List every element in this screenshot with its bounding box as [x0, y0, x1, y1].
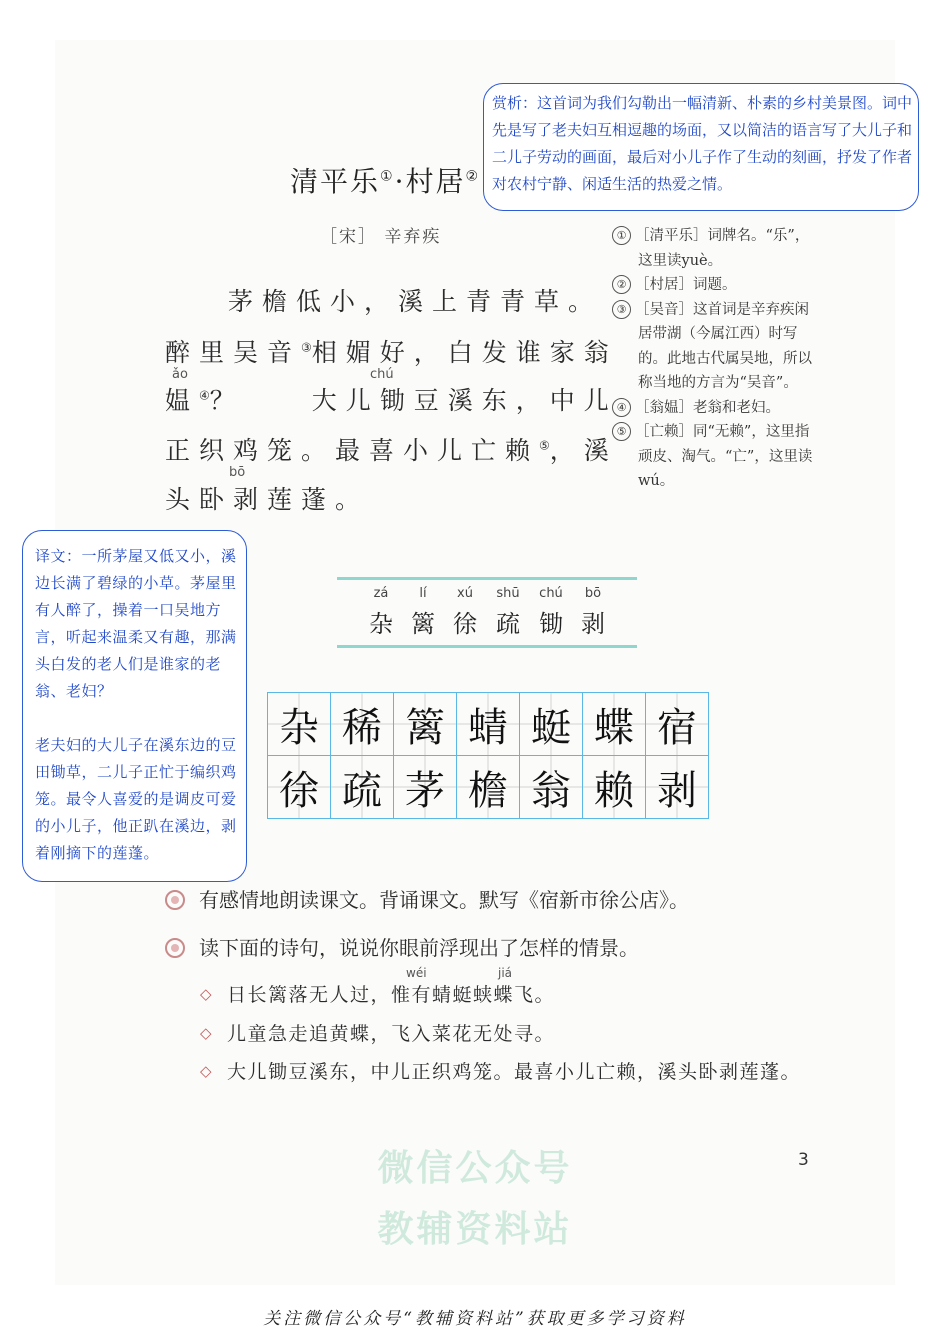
footnote-number: ④: [612, 398, 631, 417]
poem-line-2-a: 醉里吴音: [165, 338, 302, 367]
vocab-word: [488, 586, 528, 639]
exercise-text: 读下面的诗句，说说你眼前浮现出了怎样的情景。: [199, 936, 639, 960]
vocab-pinyin: chú: [539, 586, 563, 601]
vocab-word: [361, 586, 401, 639]
footnote-text: ［清平乐］词牌名。“乐”，这里读yuè。: [635, 228, 810, 269]
vocab-char: 篱: [411, 610, 435, 638]
footnote-item: [612, 224, 822, 273]
exercise-1: [165, 884, 689, 913]
vocab-char: 徐: [453, 610, 477, 638]
grid-cell: 檐: [457, 756, 520, 819]
translation-paragraph-2: 老夫妇的大儿子在溪东边的豆田锄草，二儿子正忙于编织鸡笼。最令人喜爱的是调皮可爱的小儿子，他正趴在溪边，剥着刚摘下的莲蓬。: [35, 736, 237, 862]
footnote-number: ③: [612, 300, 631, 319]
footnotes: [612, 224, 822, 494]
poem-line-2-b: 相媚好，白发谁家翁: [311, 338, 618, 367]
vocab-pinyin: zá: [373, 586, 389, 601]
verse-text: 大儿锄豆溪东，中儿正织鸡笼。最喜小儿亡赖，溪头卧剥莲蓬。: [227, 1061, 802, 1083]
pinyin-ao: ǎo: [172, 367, 188, 382]
poem-line-4-a: 正织鸡笼。最喜小儿亡赖: [165, 436, 540, 465]
exercise-icon: [165, 890, 185, 910]
pinyin-chu: chú: [370, 367, 394, 382]
exercise-icon: [165, 938, 185, 958]
grid-cell: 杂: [268, 693, 331, 756]
poem-line-2: [165, 333, 618, 369]
poem-footnote-3: ③: [301, 340, 312, 355]
verse-bullet-3: [200, 1057, 801, 1084]
verse-text: 儿童急走追黄蝶，飞入菜花无处寻。: [227, 1023, 556, 1045]
vocab-pinyin: bō: [584, 586, 602, 601]
grid-cell: 蝶: [583, 693, 646, 756]
vocab-char: 杂: [369, 610, 393, 638]
vocab-char: 疏: [496, 610, 520, 638]
footnote-text: ［亡赖］同“无赖”，这里指顽皮、淘气。“亡”，这里读wú。: [635, 424, 813, 489]
poem-title: [290, 160, 480, 200]
vocab-pinyin: xú: [457, 586, 473, 601]
pinyin-bo: bō: [229, 465, 246, 480]
title-dot: ·: [394, 165, 406, 198]
poem-footnote-5: ⑤: [539, 438, 550, 453]
verse-bullet-2: [200, 1019, 555, 1046]
grid-cell: 稀: [331, 693, 394, 756]
title-footnote-1: ①: [380, 168, 395, 185]
footnote-text: ［村居］词题。: [635, 277, 737, 293]
translation-paragraph-1: 译文：一所茅屋又低又小，溪边长满了碧绿的小草。茅屋里有人醉了，操着一口吴地方言，听起来温柔又有趣，那满头白发的老人们是谁家的老翁、老妇？: [35, 547, 237, 700]
grid-row: [268, 693, 709, 756]
vocab-word: [531, 586, 571, 639]
vocab-word: [573, 586, 613, 639]
pinyin-jia: jiá: [498, 966, 513, 980]
footnote-text: ［翁媪］老翁和老妇。: [635, 399, 780, 416]
exercise-2: [165, 932, 639, 961]
vocab-top-rule: [337, 577, 637, 580]
watermark-line-1: 微信公众号: [377, 1148, 573, 1189]
watermark: [340, 1140, 610, 1252]
verse-bullet-1: [200, 980, 555, 1007]
grid-cell: 翁: [520, 756, 583, 819]
character-grid: [267, 692, 709, 819]
vocab-word: [445, 586, 485, 639]
poem-line-1: 茅檐低小，溪上青青草。: [228, 287, 603, 316]
diamond-bullet-icon: ◇: [200, 1024, 214, 1042]
poem-line-5: 头卧剥莲蓬。: [165, 485, 370, 514]
page-number: 3: [798, 1150, 809, 1170]
grid-cell: 剥: [646, 756, 709, 819]
poem-line-3: [165, 381, 618, 417]
grid-cell: 赖: [583, 756, 646, 819]
title-footnote-2: ②: [465, 168, 481, 185]
vocab-pinyin: lí: [419, 586, 427, 601]
footnote-item: [612, 298, 822, 396]
poem-author: ［宋］ 辛弃疾: [320, 227, 442, 247]
grid-cell: 茅: [394, 756, 457, 819]
verse-text: 日长篱落无人过，惟有蜻蜓蛱蝶飞。: [227, 984, 556, 1006]
grid-row: [268, 756, 709, 819]
grid-cell: 徐: [268, 756, 331, 819]
vocab-word: [403, 586, 443, 639]
footnote-number: ②: [612, 275, 631, 294]
footnote-number: ①: [612, 226, 631, 245]
translation-note: [22, 530, 247, 882]
diamond-bullet-icon: ◇: [200, 985, 214, 1003]
appreciation-note: 赏析：这首词为我们勾勒出一幅清新、朴素的乡村美景图。词中先是写了老夫妇互相逗趣的场面，又以简洁的语言写了大儿子和二儿子劳动的画面，最后对小儿子作了生动的刻画，抒发了作者对农村宁静、闲适生活的热爱之情。: [483, 83, 919, 211]
poem-line-4-b: ，溪: [549, 436, 618, 465]
footnote-number: ⑤: [612, 422, 631, 441]
exercise-text: 有感情地朗读课文。背诵课文。默写《宿新市徐公店》。: [199, 888, 689, 912]
grid-cell: 蜻: [457, 693, 520, 756]
footnote-item: [612, 396, 822, 421]
footnote-item: [612, 273, 822, 298]
title-main: 清平乐: [290, 165, 381, 198]
footnote-item: [612, 420, 822, 494]
grid-cell: 蜓: [520, 693, 583, 756]
grid-cell: 宿: [646, 693, 709, 756]
footer-caption: 关注微信公众号“教辅资料站”获取更多学习资料: [263, 1309, 687, 1329]
diamond-bullet-icon: ◇: [200, 1062, 214, 1080]
footnote-text: ［吴音］这首词是辛弃疾闲居带湖（今属江西）时写的。此地古代属吴地，所以称当地的方言为“吴音”。: [635, 301, 812, 391]
pinyin-wei: wéi: [406, 966, 427, 980]
title-sub: 村居: [405, 165, 466, 198]
vocab-char: 锄: [539, 610, 563, 638]
poem-line-4: [165, 431, 618, 467]
vocab-pinyin: shū: [496, 586, 520, 601]
grid-cell: 疏: [331, 756, 394, 819]
vocab-char: 剥: [581, 610, 605, 638]
vocab-bottom-rule: [337, 645, 637, 648]
poem-footnote-4: ④: [199, 388, 210, 403]
poem-line-3-a: 媪: [165, 386, 200, 415]
poem-line-3-b: ？ 大儿锄豆溪东，中儿: [209, 386, 618, 415]
watermark-line-2: 教辅资料站: [377, 1209, 573, 1250]
grid-cell: 篱: [394, 693, 457, 756]
